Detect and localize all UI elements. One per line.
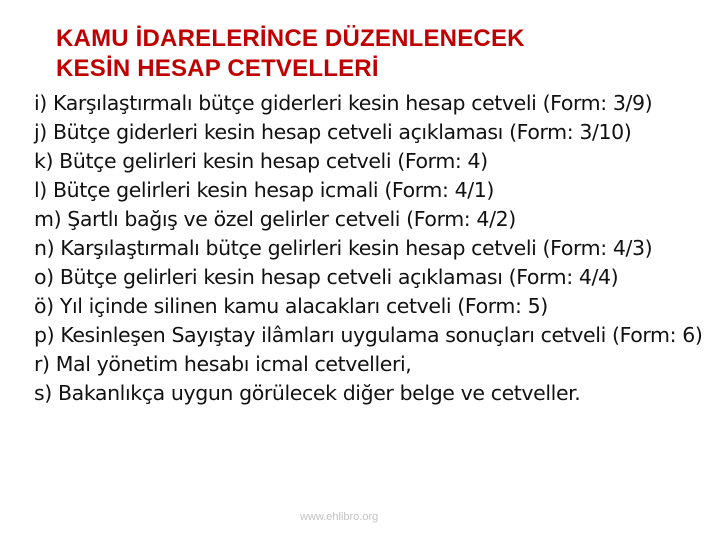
list-item: n) Karşılaştırmalı bütçe gelirleri kesin hesap cetveli (Form: 4/3) bbox=[34, 236, 653, 260]
list-item: j) Bütçe giderleri kesin hesap cetveli açıklaması (Form: 3/10) bbox=[34, 120, 632, 144]
list-item: r) Mal yönetim hesabı icmal cetvelleri, bbox=[34, 352, 412, 376]
list-item: p) Kesinleşen Sayıştay ilâmları uygulama sonuçları cetveli (Form: 6) bbox=[34, 323, 703, 347]
list-item: i) Karşılaştırmalı bütçe giderleri kesin hesap cetveli (Form: 3/9) bbox=[34, 91, 653, 115]
list-item: s) Bakanlıkça uygun görülecek diğer belge ve cetveller. bbox=[34, 381, 581, 405]
title-line-1: KAMU İDARELERİNCE DÜZENLENECEK bbox=[56, 25, 525, 52]
schedule-list bbox=[34, 92, 704, 411]
list-item: ö) Yıl içinde silinen kamu alacakları cetveli (Form: 5) bbox=[34, 294, 548, 318]
title-line-2: KESİN HESAP CETVELLERİ bbox=[56, 55, 379, 82]
watermark: www.ehlibro.org bbox=[300, 511, 379, 523]
slide-title bbox=[56, 24, 525, 84]
list-item: l) Bütçe gelirleri kesin hesap icmali (Form: 4/1) bbox=[34, 178, 494, 202]
list-item: k) Bütçe gelirleri kesin hesap cetveli (Form: 4) bbox=[34, 149, 488, 173]
list-item: m) Şartlı bağış ve özel gelirler cetveli (Form: 4/2) bbox=[34, 207, 516, 231]
list-item: o) Bütçe gelirleri kesin hesap cetveli açıklaması (Form: 4/4) bbox=[34, 265, 619, 289]
